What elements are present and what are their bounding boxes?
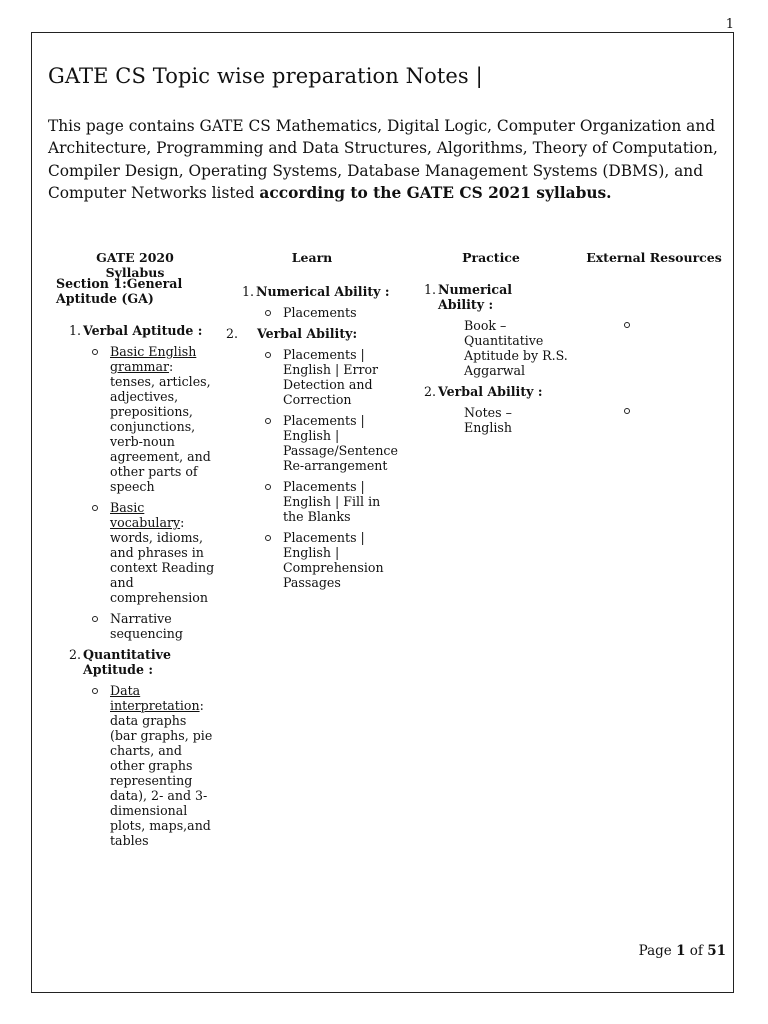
col-header-learn: Learn bbox=[291, 250, 333, 265]
list-number: 2. bbox=[424, 384, 437, 399]
footer-of: of bbox=[685, 943, 708, 959]
empty-bullet-icon bbox=[624, 408, 630, 414]
grammar-link[interactable]: Basic English grammar bbox=[110, 344, 197, 374]
syllabus-verbal-heading bbox=[56, 323, 221, 338]
list-item bbox=[84, 683, 216, 848]
footer-current-page: 1 bbox=[676, 943, 686, 959]
syllabus-quant-heading bbox=[56, 647, 209, 677]
practice-column bbox=[424, 282, 568, 435]
footer-prefix: Page bbox=[638, 943, 677, 959]
list-label: Verbal Ability: bbox=[257, 326, 358, 341]
syllabus-verbal-list bbox=[84, 344, 216, 641]
page-frame bbox=[31, 32, 734, 993]
list-item-text: : words, idioms, and phrases in context Reading and comprehension bbox=[110, 515, 215, 605]
list-item-text: : tenses, articles, adjectives, prepositions, conjunctions, verb-noun agreement, and other parts of speech bbox=[110, 359, 211, 494]
list-label: Numerical Ability : bbox=[256, 284, 390, 299]
data-interpretation-link[interactable]: Data interpretation bbox=[110, 683, 200, 713]
empty-bullet-icon bbox=[624, 322, 630, 328]
sentence-rearrangement-link[interactable]: Placements | English | Passage/Sentence Re-arrangement bbox=[257, 413, 392, 473]
syllabus-column bbox=[56, 276, 221, 848]
learn-verbal-list bbox=[257, 347, 398, 590]
list-item bbox=[84, 611, 216, 641]
learn-numerical-heading bbox=[242, 284, 402, 299]
col-header-practice: Practice bbox=[462, 250, 520, 265]
list-item-text: Narrative sequencing bbox=[110, 611, 183, 641]
page-title: GATE CS Topic wise preparation Notes | bbox=[48, 64, 483, 88]
list-item bbox=[84, 500, 216, 605]
intro-text: This page contains GATE CS Mathematics, Digital Logic, Computer Organization and Architecture, Programming and Data Structures, Algorithms, Theory of Computation, Compiler Design, Operating Systems, Database Management Systems (DBMS), and Computer Networks listed bbox=[48, 117, 718, 202]
learn-verbal-heading bbox=[226, 326, 402, 341]
quantitative-aptitude-book-link[interactable]: Book – Quantitative Aptitude by R.S. Aggarwal bbox=[464, 318, 568, 378]
col-header-external: External Resources bbox=[586, 250, 722, 265]
list-number: 1. bbox=[69, 323, 82, 338]
vocabulary-link[interactable]: Basic vocabulary bbox=[110, 500, 181, 530]
comprehension-passages-link[interactable]: Placements | English | Comprehension Passages bbox=[257, 530, 392, 590]
page-footer bbox=[639, 943, 726, 959]
list-number: 1. bbox=[242, 284, 255, 299]
intro-bold: according to the GATE CS 2021 syllabus. bbox=[259, 183, 612, 202]
list-label: Numerical Ability : bbox=[438, 282, 513, 312]
col-header-syllabus: GATE 2020 Syllabus bbox=[96, 250, 174, 280]
practice-numerical-heading bbox=[424, 282, 529, 312]
error-detection-link[interactable]: Placements | English | Error Detection and Correction bbox=[257, 347, 392, 407]
learn-numerical-list bbox=[257, 305, 402, 320]
syllabus-quant-list bbox=[84, 683, 216, 848]
page-number-top: 1 bbox=[725, 17, 734, 32]
placements-link[interactable]: Placements bbox=[257, 305, 402, 320]
list-number: 2. bbox=[69, 647, 82, 662]
section-heading: Section 1:General Aptitude (GA) bbox=[56, 276, 183, 306]
list-label: Verbal Ability : bbox=[438, 384, 543, 399]
english-notes-link[interactable]: Notes – English bbox=[464, 405, 512, 435]
list-label: Quantitative Aptitude : bbox=[83, 647, 171, 677]
practice-verbal-heading bbox=[424, 384, 554, 399]
list-item-text: : data graphs (bar graphs, pie charts, and other graphs representing data), 2- and 3-dimensional plots, maps,and tables bbox=[110, 698, 213, 848]
list-item bbox=[84, 344, 216, 494]
intro-paragraph bbox=[48, 115, 723, 204]
fill-in-blanks-link[interactable]: Placements | English | Fill in the Blanks bbox=[257, 479, 392, 524]
list-label: Verbal Aptitude : bbox=[83, 323, 203, 338]
list-number: 1. bbox=[424, 282, 437, 297]
footer-total-pages: 51 bbox=[707, 943, 726, 959]
list-number: 2. bbox=[226, 326, 239, 341]
learn-column bbox=[226, 284, 402, 590]
